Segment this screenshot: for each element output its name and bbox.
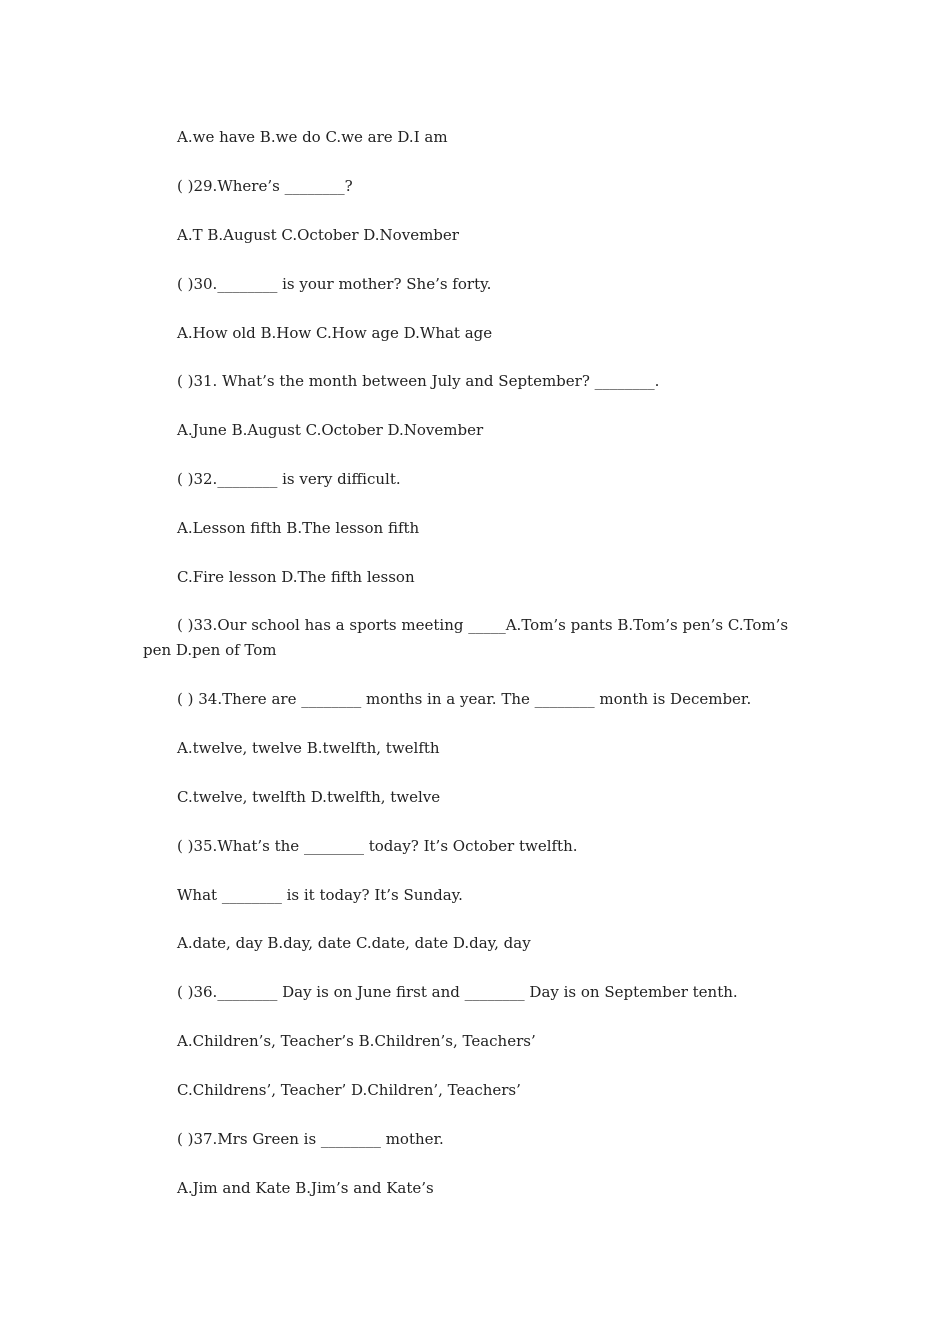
answer-options-29: A.T B.August C.October D.November xyxy=(177,226,459,244)
answer-options-32-line-1: A.Lesson fifth B.The lesson fifth xyxy=(177,519,420,537)
answer-options-36-line-1: A.Children’s, Teacher’s B.Children’s, Teachers’ xyxy=(177,1032,536,1050)
question-35-line-1: ( )35.What’s the ________ today? It’s October twelfth. xyxy=(177,837,578,855)
question-35-line-2: What ________ is it today? It’s Sunday. xyxy=(177,886,463,904)
answer-options-28: A.we have B.we do C.we are D.I am xyxy=(177,128,448,146)
question-30: ( )30.________ is your mother? She’s forty. xyxy=(177,275,492,293)
answer-options-36-line-2: C.Childrens’, Teacher’ D.Children’, Teachers’ xyxy=(177,1081,521,1099)
question-31: ( )31. What’s the month between July and September? ________. xyxy=(177,372,660,390)
answer-options-31: A.June B.August C.October D.November xyxy=(177,421,484,439)
answer-options-37: A.Jim and Kate B.Jim’s and Kate’s xyxy=(177,1179,434,1197)
question-36: ( )36.________ Day is on June first and ________ Day is on September tenth. xyxy=(177,983,738,1001)
question-33: ( )33.Our school has a sports meeting _____A.Tom’s pants B.Tom’s pen’s C.Tom’s pen D.pen of Tom xyxy=(143,616,789,659)
answer-options-35: A.date, day B.day, date C.date, date D.day, day xyxy=(177,934,531,952)
question-34: ( ) 34.There are ________ months in a year. The ________ month is December. xyxy=(177,690,752,708)
answer-options-30: A.How old B.How C.How age D.What age xyxy=(177,324,493,342)
answer-options-34-line-2: C.twelve, twelfth D.twelfth, twelve xyxy=(177,788,441,806)
answer-options-32-line-2: C.Fire lesson D.The fifth lesson xyxy=(177,568,415,586)
question-37: ( )37.Mrs Green is ________ mother. xyxy=(177,1130,444,1148)
question-32: ( )32.________ is very difficult. xyxy=(177,470,401,488)
answer-options-34-line-1: A.twelve, twelve B.twelfth, twelfth xyxy=(177,739,440,757)
question-29: ( )29.Where’s ________? xyxy=(177,177,353,195)
